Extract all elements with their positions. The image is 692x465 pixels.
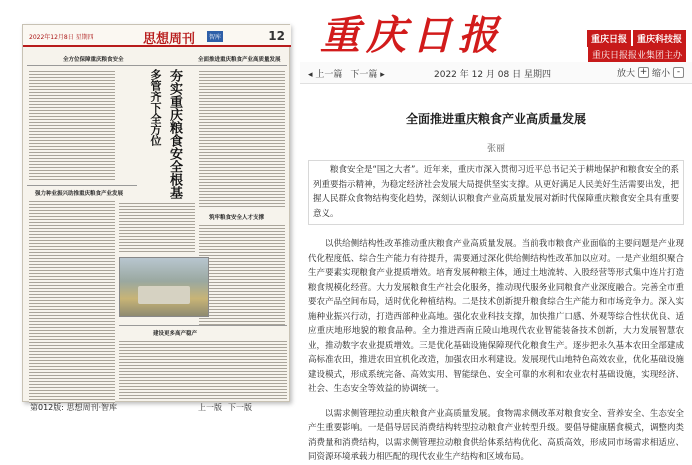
article-paragraph: 粮食安全是“国之大者”。近年来，重庆市深入贯彻习近平总书记关于耕地保护和粮食安全的系列重要指示精神，为稳定经济社会发展大局提供坚实支撑。从更好满足人民美好生活需要出发，把握人民群众食物结构变化趋势，深刻认识粮食产业高质量发展对新时代保障重庆粮食安全具有重要意义。 <box>313 165 679 219</box>
article-paragraph: 以需求侧管理拉动重庆粮食产业高质量发展。食物需求侧改革对粮食安全、营养安全、生态安全产生重要影响。一是倡导居民消费结构转型拉动粮食产业转型升级。要倡导健康膳食模式，调整肉类消费量和消费结构，以需求侧管理拉动粮食供给体系结构优化、高质高效，形成同市场需求相适应、同资源环境承载力相匹配的现代农业生产结构和区域布局。 <box>308 408 684 462</box>
paper-masthead <box>23 25 291 47</box>
paper-divider <box>119 325 287 326</box>
article-paragraph: 以供给侧结构性改革推动重庆粮食产业高质量发展。当前我市粮食产业面临的主要问题是产业现代化程度低、综合生产能力有待提升，需要通过深化供给侧结构性改革加以应对。一是产业组织聚合生产要素实现粮食产业提质增效。培育发展种粮主体，通过土地流转、入股经营等形式集中连片打造粮食规模化经营。大力发展粮食生产社会化服务，推动现代服务业同粮食产业深度融合。完善全市重要农产品空间布局，适时优化种植结构。二是技术创新提升粮食综合生产能力和市场竞争力。深入实施种业振兴行动，打造西部种业高地。强化农业科技支撑，加快推广口感、外观等综合性状优良、适应重庆地形地貌的粮食品种。全力推进西南丘陵山地现代农业智能装备技术创新，大力发展智慧农业，推动数字农业提质增效。三是优化基础设施保障现代化粮食生产。逐步把永久基本农田全部建成高标准农田，推进农田宜机化改造，加强农田水利建设。发展现代山地特色高效农业，优化基础设施建设模式，形成系统完备、高效实用、智能绿色、安全可靠的水利和农业农村基础设施，实现经济、社会、生态安全等效益的协调统一。 <box>308 239 684 394</box>
newspaper-page-image[interactable] <box>22 24 290 402</box>
header-link-cqrb[interactable]: 重庆日报 <box>587 30 631 47</box>
paper-headline-mid-left[interactable]: 强力种业振兴助推重庆粮食产业发展 <box>35 191 124 197</box>
next-article-label: 下一篇 <box>350 70 378 80</box>
paper-column-tag: 智库 <box>207 31 223 42</box>
paper-divider <box>27 185 137 186</box>
paper-page-label: 第012版: 思想周刊·智库 <box>30 403 118 412</box>
prev-page-link[interactable]: 上一版 <box>198 403 222 412</box>
article-title: 全面推进重庆粮食产业高质量发展 <box>405 112 586 126</box>
paper-text-block[interactable] <box>119 339 287 401</box>
article-nav <box>308 67 385 80</box>
paper-headline-mid-right[interactable]: 筑牢粮食安全人才支撑 <box>209 215 265 221</box>
prev-article-label: 上一篇 <box>315 70 343 80</box>
paper-text-block[interactable] <box>29 69 115 181</box>
paper-headline-top-left[interactable]: 全方位保障重庆粮食安全 <box>63 57 124 63</box>
paper-footer <box>22 402 290 413</box>
chongqing-daily-logo[interactable]: 重庆日报 <box>320 12 504 59</box>
issue-date: 2022 年 12 月 08 日 星期四 <box>434 70 551 80</box>
paper-photo-harvest[interactable] <box>119 257 209 317</box>
harvester-image <box>138 286 190 304</box>
header-link-group[interactable]: 重庆日报报业集团主办 <box>588 46 686 63</box>
article-author: 张丽 <box>486 144 505 154</box>
paper-page-number: 12 <box>268 29 285 43</box>
prev-article-link[interactable]: ◂ 上一篇 <box>308 70 343 80</box>
header-links <box>587 30 686 47</box>
paper-headline-sub[interactable]: 多管齐下全方位 <box>149 69 162 146</box>
article-nav-bar <box>300 62 692 84</box>
paper-text-block[interactable] <box>199 223 285 325</box>
zoom-in-label: 放大 <box>616 69 635 79</box>
paper-headline-bottom[interactable]: 建设更多高产稳产 <box>153 331 198 337</box>
next-article-link[interactable]: 下一篇 ▸ <box>350 70 385 80</box>
zoom-out-button[interactable]: - <box>673 67 684 78</box>
zoom-in-button[interactable]: + <box>639 67 648 77</box>
paper-headline-top-right[interactable]: 全面推进重庆粮食产业高质量发展 <box>198 57 281 63</box>
paper-column-title: 思想周刊 <box>143 32 196 47</box>
article-panel <box>300 84 692 462</box>
paper-divider <box>27 65 287 66</box>
zoom-out-label: 缩小 <box>651 69 670 79</box>
article-body <box>308 160 684 465</box>
header-link-kjb[interactable]: 重庆科技报 <box>633 30 686 47</box>
paper-headline-main[interactable]: 夯实重庆粮食安全根基 <box>167 69 182 199</box>
zoom-controls <box>617 66 684 79</box>
paper-page-nav <box>198 402 252 413</box>
paper-text-block[interactable] <box>119 201 195 253</box>
paper-date: 2022年12月8日 星期四 <box>29 34 94 41</box>
paper-text-block[interactable] <box>29 199 115 403</box>
next-page-link[interactable]: 下一版 <box>228 403 252 412</box>
article-lead-box <box>308 160 684 225</box>
paper-text-block[interactable] <box>199 69 285 209</box>
